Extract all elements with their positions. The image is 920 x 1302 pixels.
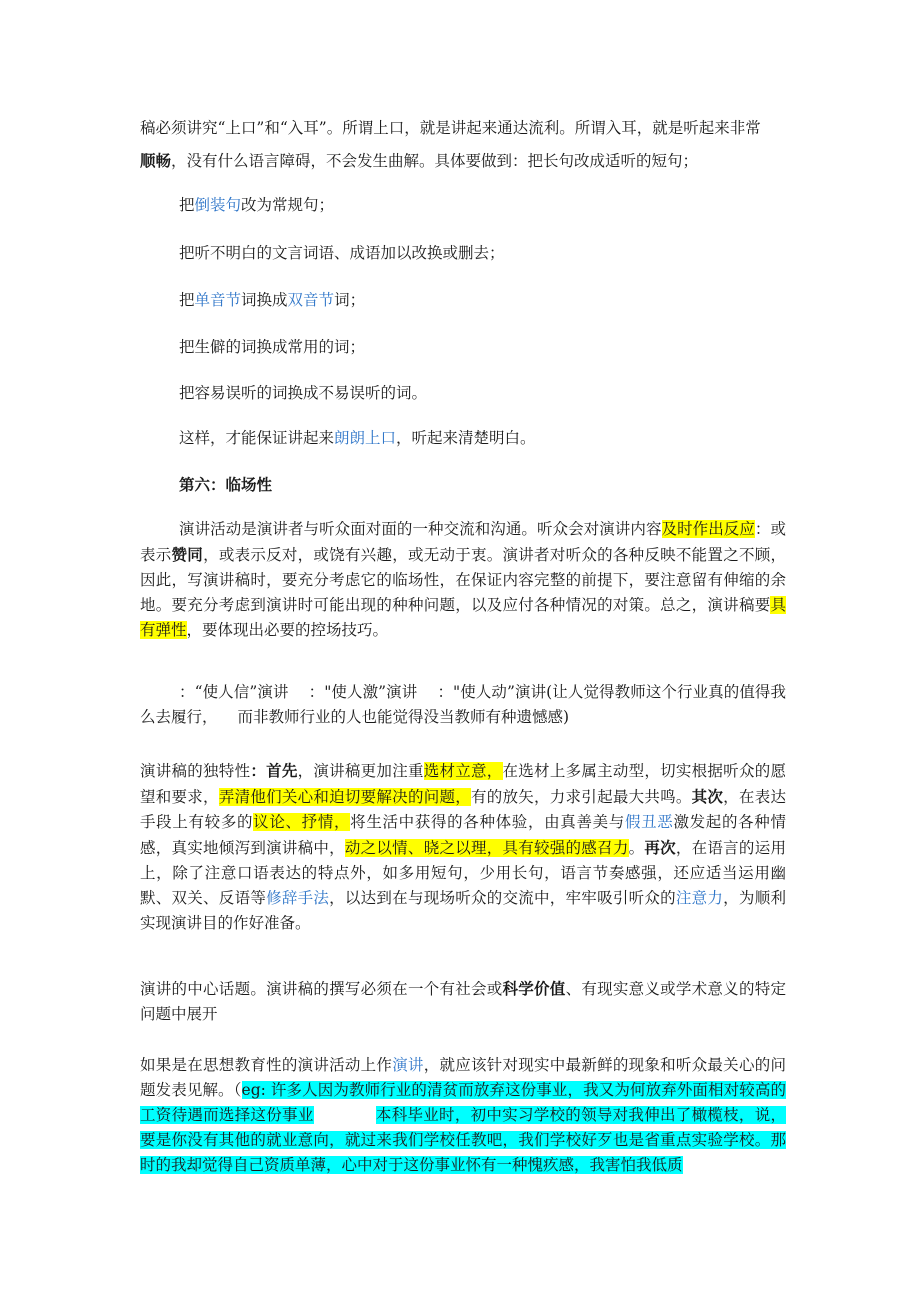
paragraph: 演讲的中心话题。演讲稿的撰写必须在一个有社会或科学价值、有现实意义或学术意义的特定问题中展开 [140,979,786,1023]
highlight: 本科毕业时，初中实习学校的领导对我伸出了橄榄枝，说，要是你没有其他的就业意向，就过来我们学校任教吧，我们学校好歹也是省重点实验学校。那时的我却觉得自己资质单薄，心中对于这份事业怀有一种愧疚感，我害怕我低质 [140,1106,786,1174]
highlight: 具有弹性 [140,596,786,639]
bold-text: 顺畅 [140,151,172,170]
paragraph: 如果是在思想教育性的演讲活动上作演讲，就应该针对现实中最新鲜的现象和听众最关心的问题发表见解。（eg: 许多人因为教师行业的清贫而放弃这份事业，我又为何放弃外面相对较高的工资待遇而选择这份事业 本科毕业时，初中实习学校的领导对我伸出了橄榄枝，说，要是你没有其他的就业意向，就过来我们学校任教吧，我们学校好歹也是省重点实验学校。那时的我却觉得自己资质单薄，心中对于这份事业怀有一种愧疚感，我害怕我低质 [140,1056,786,1174]
paragraph-line: 顺畅，没有什么语言障碍，不会发生曲解。具体要做到：把长句改成适听的短句； [140,151,699,170]
highlight: 选材立意， [423,762,503,780]
link[interactable]: 倒装句 [194,196,242,214]
bold-text: 科学价值 [502,979,566,998]
list-item: 把生僻的词换成常用的词； [179,338,366,356]
highlight: 动之以情、晓之以理，具有较强的感召力 [344,839,629,857]
highlight: eg: 许多人因为教师行业的清贫而放弃这份事业，我又为何放弃外面相对较高的工资待遇而选择这份事业 [140,1081,786,1124]
bold-text: ：首先 [250,761,298,780]
link[interactable]: 修辞手法 [266,889,330,907]
link[interactable]: 双音节 [287,291,335,309]
list-item: 这样，才能保证讲起来朗朗上口，听起来清楚明白。 [179,429,536,447]
paragraph: 演讲活动是演讲者与听众面对面的一种交流和沟通。听众会对演讲内容及时作出反应：或表示赞同，或表示反对，或饶有兴趣，或无动于衷。演讲者对听众的各种反映不能置之不顾，因此，写演讲稿时，要充分考虑它的临场性，在保证内容完整的前提下，要注意留有伸缩的余地。要充分考虑到演讲时可能出现的种种问题，以及应付各种情况的对策。总之，演讲稿要具有弹性，要体现出必要的控场技巧。 [140,520,786,639]
section-heading: 第六：临场性 [179,475,273,494]
link[interactable]: 朗朗上口 [334,429,397,447]
list-item: 把容易误听的词换成不易误听的词。 [179,384,428,402]
highlight: 弄清他们关心和迫切要解决的问题， [218,788,471,806]
bold-text: 赞同 [171,545,204,564]
link[interactable]: 注意力 [675,889,724,907]
list-item: 把单音节词换成双音节词； [179,291,366,309]
list-item: 把倒装句改为常规句； [179,196,335,214]
paragraph: 演讲稿的独特性：首先，演讲稿更加注重选材立意，在选材上多属主动型，切实根据听众的愿望和要求，弄清他们关心和迫切要解决的问题，有的放矢，力求引起最大共鸣。其次，在表达手段上有较多的议论、抒情，将生活中获得的各种体验，由真善美与假丑恶激发起的各种情感，真实地倾泻到演讲稿中，动之以情、晓之以理，具有较强的感召力。再次，在语言的运用上，除了注意口语表达的特点外，如多用短句，少用长句，语言节奏感强，还应适当运用幽默、双关、反语等修辞手法，以达到在与现场听众的交流中，牢牢吸引听众的注意力，为顺利实现演讲目的作好准备。 [140,761,786,932]
bold-text: 再次 [644,838,676,857]
highlight: 议论、抒情， [253,813,351,831]
link[interactable]: 单音节 [194,291,242,309]
bold-text: 其次 [691,787,724,806]
list-item: 把听不明白的文言词语、成语加以改换或删去； [179,244,505,262]
paragraph-line: 稿必须讲究“上口”和“入耳”。所谓上口，就是讲起来通达流利。所谓入耳，就是听起来非常 [140,119,761,137]
paragraph: ：“使人信”演讲 ："使人激”演讲 ："使人动”演讲(让人觉得教师这个行业真的值得我么去履行， 而非教师行业的人也能觉得没当教师有种遗憾感) [140,683,786,726]
highlight: 及时作出反应 [661,520,755,538]
link[interactable]: 演讲 [392,1056,424,1074]
link[interactable]: 假丑恶 [624,813,674,831]
